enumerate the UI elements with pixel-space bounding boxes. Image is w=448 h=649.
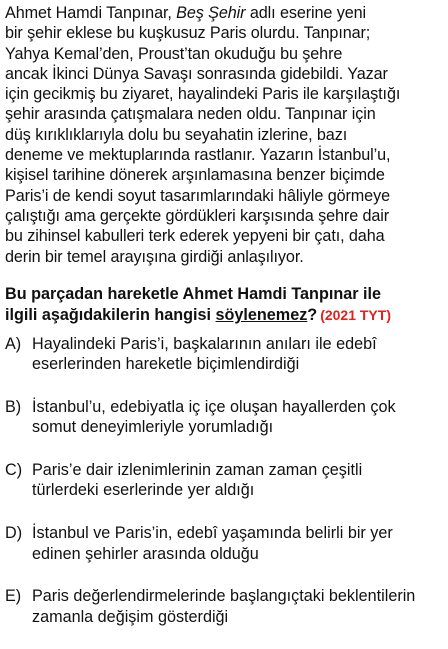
option-letter: B) (5, 398, 22, 417)
negative-keyword: söylenemez (215, 305, 308, 324)
option-text: Paris’e dair izlenimlerinin zaman zaman çeşitli (32, 461, 363, 480)
option-a[interactable] (5, 334, 445, 375)
option-text: eserlerinden hareketle biçimlendirdiği (32, 355, 300, 374)
option-text: türlerdeki eserlerinde yer aldığı (32, 481, 255, 500)
reading-passage (5, 3, 445, 267)
option-letter: D) (5, 524, 23, 543)
passage-line: Yahya Kemal’den, Proust’tan okuduğu bu şehre (5, 44, 343, 63)
option-e[interactable] (5, 586, 445, 627)
passage-line: ancak İkinci Dünya Savaşı sonrasında gidebildi. Yazar (5, 64, 388, 83)
option-letter: C) (5, 461, 23, 480)
question-line (5, 305, 445, 326)
option-letter: A) (5, 335, 22, 353)
option-d[interactable] (5, 523, 445, 564)
passage-text: adlı eserine yeni (245, 4, 367, 22)
option-c[interactable] (5, 460, 445, 501)
option-text: Hayalindeki Paris’i, başkalarının anıları ile edebî (32, 335, 377, 353)
question-line: Bu parçadan hareketle Ahmet Hamdi Tanpınar ile (5, 285, 382, 303)
answer-options (5, 334, 445, 649)
book-title: Beş Şehir (176, 4, 246, 22)
option-letter: E) (5, 587, 22, 606)
passage-line: bir şehir eklese bu kuşkusuz Paris olurdu. Tanpınar; (5, 24, 371, 43)
passage-line: derin bir temel arayışına girdiği anlaşılıyor. (5, 247, 304, 266)
option-text: İstanbul ve Paris’in, edebî yaşamında belirli bir yer (32, 524, 393, 543)
passage-line: için gecikmiş bu ziyaret, hayalindeki Paris ile karşılaştığı (5, 85, 401, 104)
passage-line (5, 3, 445, 23)
passage-text: Ahmet Hamdi Tanpınar, (5, 4, 177, 22)
passage-line: bu zihinsel kabulleri terk ederek yepyeni bir çatı, daha (5, 227, 385, 246)
option-text: edinen şehirler arasında olduğu (32, 544, 259, 563)
question-mark: ? (307, 305, 318, 324)
option-text: İstanbul’u, edebiyatla iç içe oluşan hayallerden çok (32, 398, 396, 417)
exam-year-tag: (2021 TYT) (320, 306, 391, 323)
passage-line: şehir arasında çatışmalara neden oldu. Tanpınar için (5, 105, 376, 124)
question-stem (5, 284, 445, 326)
option-b[interactable] (5, 397, 445, 438)
passage-line: deneme ve mektuplarında rastlanır. Yazarın İstanbul’u, (5, 146, 391, 165)
passage-line: kişisel tarihine dönerek arşınlamasına benzer biçimde (5, 166, 385, 185)
passage-line: çalıştığı ama gerçekte gördükleri karşısında şehre dair (5, 206, 390, 225)
passage-line: Paris’i de kendi soyut tasarımlarındaki hâliyle görmeye (5, 186, 390, 205)
option-text: zamanla değişim gösterdiği (32, 607, 229, 626)
option-text: somut deneyimleriyle yorumladığı (32, 418, 274, 437)
passage-line: düş kırıklıklarıyla dolu bu seyahatin izlerine, bazı (5, 125, 348, 144)
question-text: ilgili aşağıdakilerin hangisi (5, 305, 216, 324)
option-text: Paris değerlendirmelerinde başlangıçtaki beklentilerin (32, 587, 416, 606)
